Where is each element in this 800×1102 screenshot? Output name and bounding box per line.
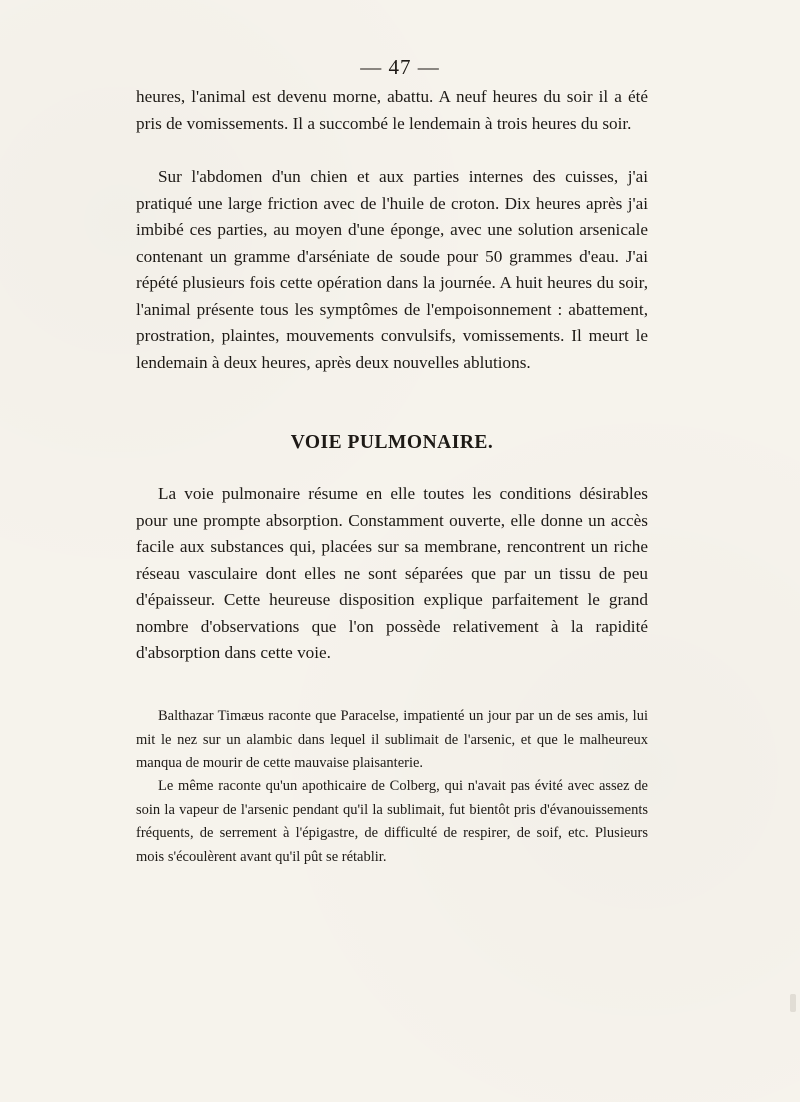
paragraph-pulmonary-route: La voie pulmonaire résume en elle toutes les conditions désirables pour une prompte absorption. Constamment ouverte, elle donne un accès facile aux substances qui, placées sur sa membrane, rencontrent un riche réseau vasculaire dont elles ne sont séparées que par un tissu de peu d'épaisseur. Cette heureuse disposition explique parfaitement le grand nombre d'observations que l'on possède relativement à la rapidité d'absorption dans cette voie. [136,484,648,662]
paracelse-anecdote: Balthazar Timæus raconte que Paracelse, impatienté un jour par un de ses amis, lui mit le nez sur un alambic dans lequel il sublimait de l'arsenic, et que le malheureux manqua de mourir de cette mauvaise plaisanterie. [136,708,648,771]
section-heading: VOIE PULMONAIRE. [290,432,494,453]
body-text-block [136,164,648,376]
colberg-apothecary-anecdote: Le même raconte qu'un apothicaire de Colberg, qui n'avait pas évité avec assez de soin la vapeur de l'arsenic pendant qu'il la sublimait, fut bientôt pris d'évanouissements fréquents, de serrement à l'épigastre, de difficulté de respirer, de soif, etc. Plusieurs mois s'écoulèrent avant qu'il pût se rétablir. [136,778,648,865]
paragraph-croton-friction: Sur l'abdomen d'un chien et aux parties internes des cuisses, j'ai pratiqué une large friction avec de l'huile de croton. Dix heures après j'ai imbibé ces parties, au moyen d'une éponge, avec une solution arsenicale contenant un gramme d'arséniate de soude pour 50 grammes d'eau. J'ai répété plusieurs fois cette opération dans la journée. A huit heures du soir, l'animal présente tous les symptômes de l'empoisonnement : abattement, prostration, plaintes, mouvements convulsifs, vomissements. Il meurt le lendemain à deux heures, après deux nouvelles ablutions. [136,167,648,372]
scan-artifact [790,994,796,1012]
footnote-block [136,705,648,776]
body-text-block [136,84,648,137]
body-text-block [136,481,648,667]
footnote-block [136,775,648,869]
page-number: — 47 — [360,55,440,79]
paragraph-continuation: heures, l'animal est devenu morne, abattu. A neuf heures du soir il a été pris de vomissements. Il a succombé le lendemain à trois heures du soir. [136,87,648,133]
